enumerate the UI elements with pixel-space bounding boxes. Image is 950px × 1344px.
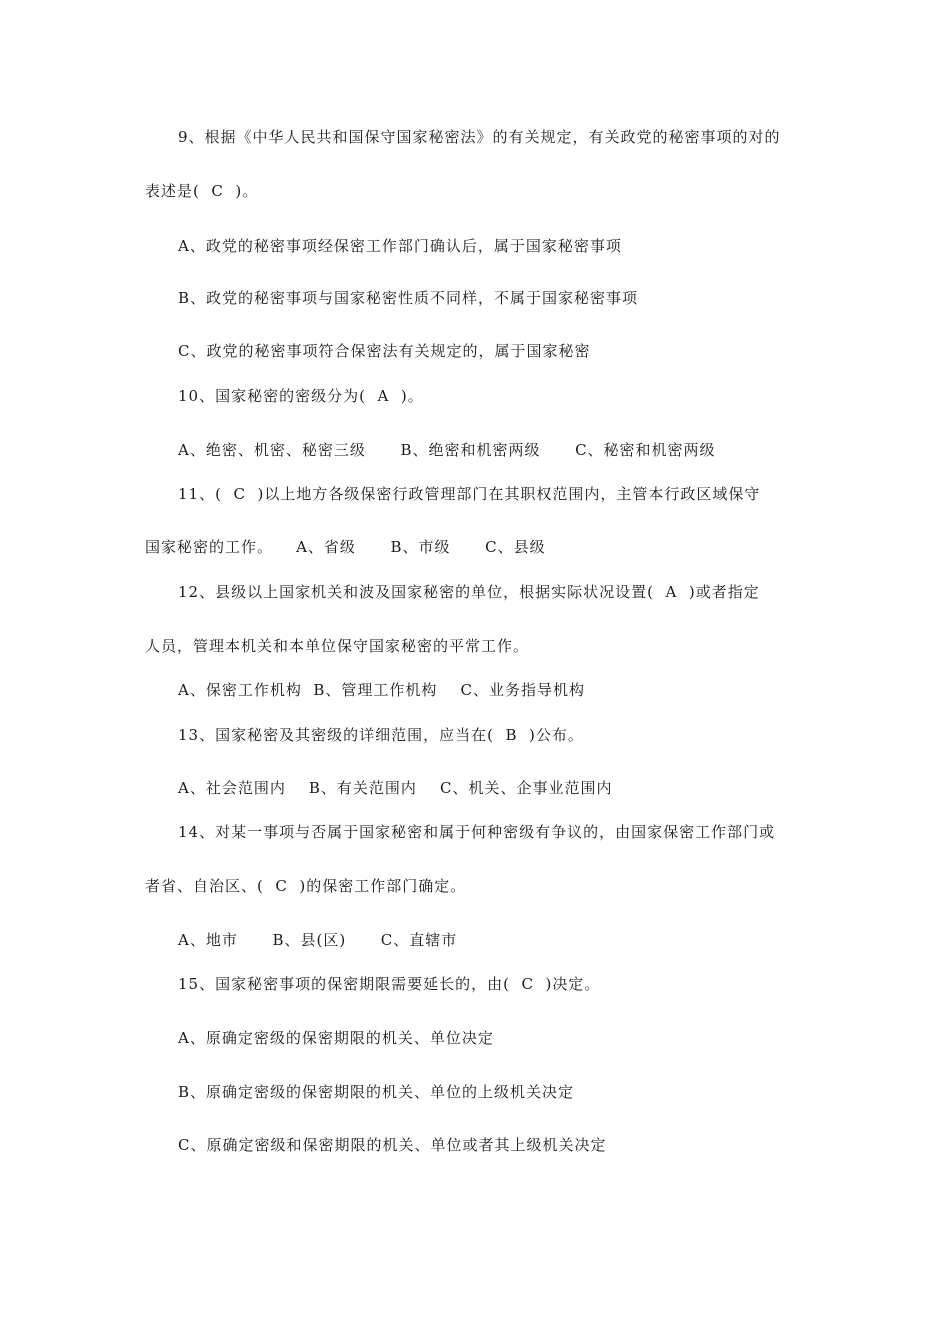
q12-line2: 人员，管理本机关和本单位保守国家秘密的平常工作。 xyxy=(145,637,530,655)
q11-line1: 11、( C )以上地方各级保密行政管理部门在其职权范围内，主管本行政区域保守 xyxy=(178,485,761,503)
q15-option-a: A、原确定密级的保密期限的机关、单位决定 xyxy=(178,1029,494,1047)
q9-line1: 9、根据《中华人民共和国保守国家秘密法》的有关规定，有关政党的秘密事项的对的 xyxy=(178,128,781,146)
q10-line: 10、国家秘密的密级分为( A )。 xyxy=(178,387,424,405)
q10-options: A、绝密、机密、秘密三级 B、绝密和机密两级 C、秘密和机密两级 xyxy=(178,441,716,459)
q14-options: A、地市 B、县(区) C、直辖市 xyxy=(178,931,458,949)
q13-line: 13、国家秘密及其密级的详细范围，应当在( B )公布。 xyxy=(178,726,584,744)
q15-option-b: B、原确定密级的保密期限的机关、单位的上级机关决定 xyxy=(178,1083,575,1101)
q11-line2-options: 国家秘密的工作。 A、省级 B、市级 C、县级 xyxy=(145,538,546,556)
q12-options: A、保密工作机构 B、管理工作机构 C、业务指导机构 xyxy=(178,681,585,699)
q15-option-c: C、原确定密级和保密期限的机关、单位或者其上级机关决定 xyxy=(178,1136,607,1154)
q9-option-c: C、政党的秘密事项符合保密法有关规定的，属于国家秘密 xyxy=(178,342,591,360)
q14-line1: 14、对某一事项与否属于国家秘密和属于何种密级有争议的，由国家保密工作部门或 xyxy=(178,823,776,841)
q9-line2: 表述是( C )。 xyxy=(145,182,259,200)
q12-line1: 12、县级以上国家机关和波及国家秘密的单位，根据实际状况设置( A )或者指定 xyxy=(178,583,760,601)
q9-option-b: B、政党的秘密事项与国家秘密性质不同样，不属于国家秘密事项 xyxy=(178,289,639,307)
q15-line: 15、国家秘密事项的保密期限需要延长的，由( C )决定。 xyxy=(178,975,601,993)
q14-line2: 者省、自治区、( C )的保密工作部门确定。 xyxy=(145,877,467,895)
q13-options: A、社会范围内 B、有关范围内 C、机关、企事业范围内 xyxy=(178,779,613,797)
q9-option-a: A、政党的秘密事项经保密工作部门确认后，属于国家秘密事项 xyxy=(178,237,622,255)
